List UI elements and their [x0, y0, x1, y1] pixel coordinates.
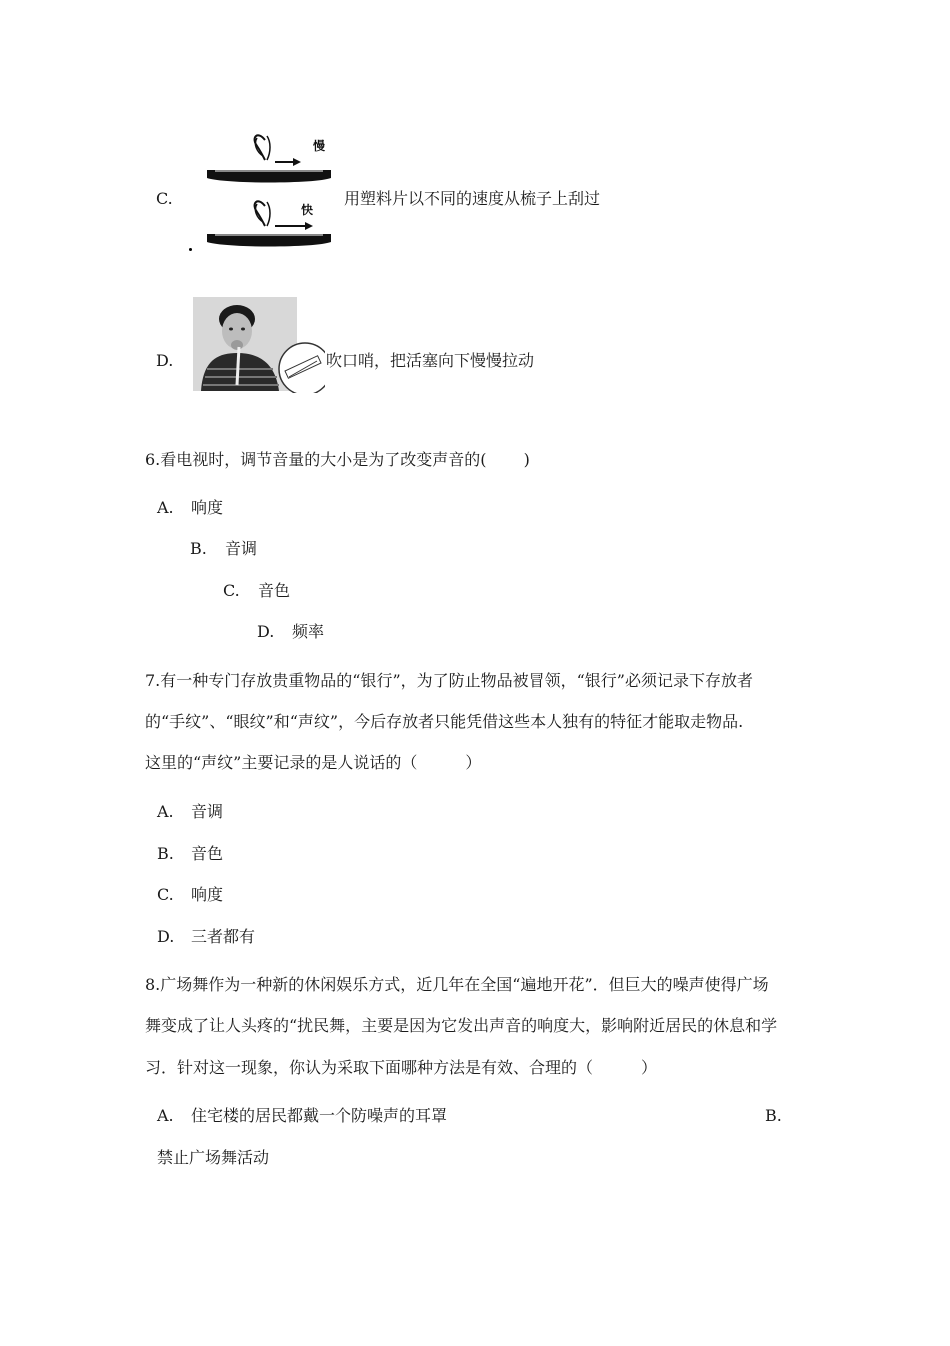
- fast-scrape-illustration: [207, 201, 331, 246]
- q6-option-d-letter: D.: [257, 622, 275, 641]
- q6-option-a-letter: A.: [157, 498, 174, 517]
- q7-stem-line-3: 这里的“声纹”主要记录的是人说话的（ ）: [145, 753, 482, 772]
- q7-option-b-text: 音色: [191, 844, 224, 863]
- q8-stem-line-2: 舞变成了让人头疼的“扰民舞，主要是因为它发出声音的响度大，影响附近居民的休息和学: [145, 1016, 778, 1035]
- q6-option-a-text: 响度: [191, 498, 224, 517]
- option-d-text: 吹口哨，把活塞向下慢慢拉动: [326, 351, 535, 370]
- q7-option-c-text: 响度: [191, 885, 224, 904]
- q6-option-b-letter: B.: [190, 539, 207, 558]
- q6-option-c-text: 音色: [258, 581, 291, 600]
- option-c-text: 用塑料片以不同的速度从梳子上刮过: [344, 189, 601, 208]
- q7-stem-line-2: 的“手纹”、“眼纹”和“声纹”，今后存放者只能凭借这些本人独有的特征才能取走物品.: [145, 712, 744, 731]
- q7-option-d-letter: D.: [157, 927, 175, 946]
- option-d-letter: D.: [156, 351, 174, 370]
- slow-scrape-illustration: [207, 135, 331, 182]
- fast-label: 快: [301, 203, 314, 217]
- q7-option-a-text: 音调: [191, 802, 224, 821]
- q6-stem: 6.看电视时，调节音量的大小是为了改变声音的( ): [145, 450, 530, 469]
- q6-option-c-letter: C.: [223, 581, 240, 600]
- comb-scraping-figure: [205, 130, 333, 250]
- q7-option-c-letter: C.: [157, 885, 174, 904]
- q7-option-b-letter: B.: [157, 844, 174, 863]
- q8-option-a-letter: A.: [157, 1106, 174, 1125]
- q7-option-a-letter: A.: [157, 802, 174, 821]
- q7-stem-line-1: 7.有一种专门存放贵重物品的“银行”，为了防止物品被冒领，“银行”必须记录下存放者: [145, 671, 753, 690]
- q8-option-a-text: 住宅楼的居民都戴一个防噪声的耳罩: [191, 1106, 448, 1125]
- q6-option-b-text: 音调: [225, 539, 258, 558]
- q8-stem-line-1: 8.广场舞作为一种新的休闲娱乐方式，近几年在全国“遍地开花”．但巨大的噪声使得广场: [145, 975, 769, 994]
- option-c-letter: C.: [156, 189, 173, 208]
- q8-option-b-text: 禁止广场舞活动: [157, 1148, 270, 1167]
- q7-option-d-text: 三者都有: [191, 927, 256, 946]
- boy-whistle-photo: [193, 297, 325, 393]
- q6-option-d-text: 频率: [292, 622, 325, 641]
- stray-dot: [189, 248, 192, 251]
- q8-option-b-letter: B.: [765, 1106, 782, 1125]
- slow-label: 慢: [313, 139, 326, 153]
- q8-stem-line-3: 习．针对这一现象，你认为采取下面哪种方法是有效、合理的（ ）: [145, 1058, 658, 1077]
